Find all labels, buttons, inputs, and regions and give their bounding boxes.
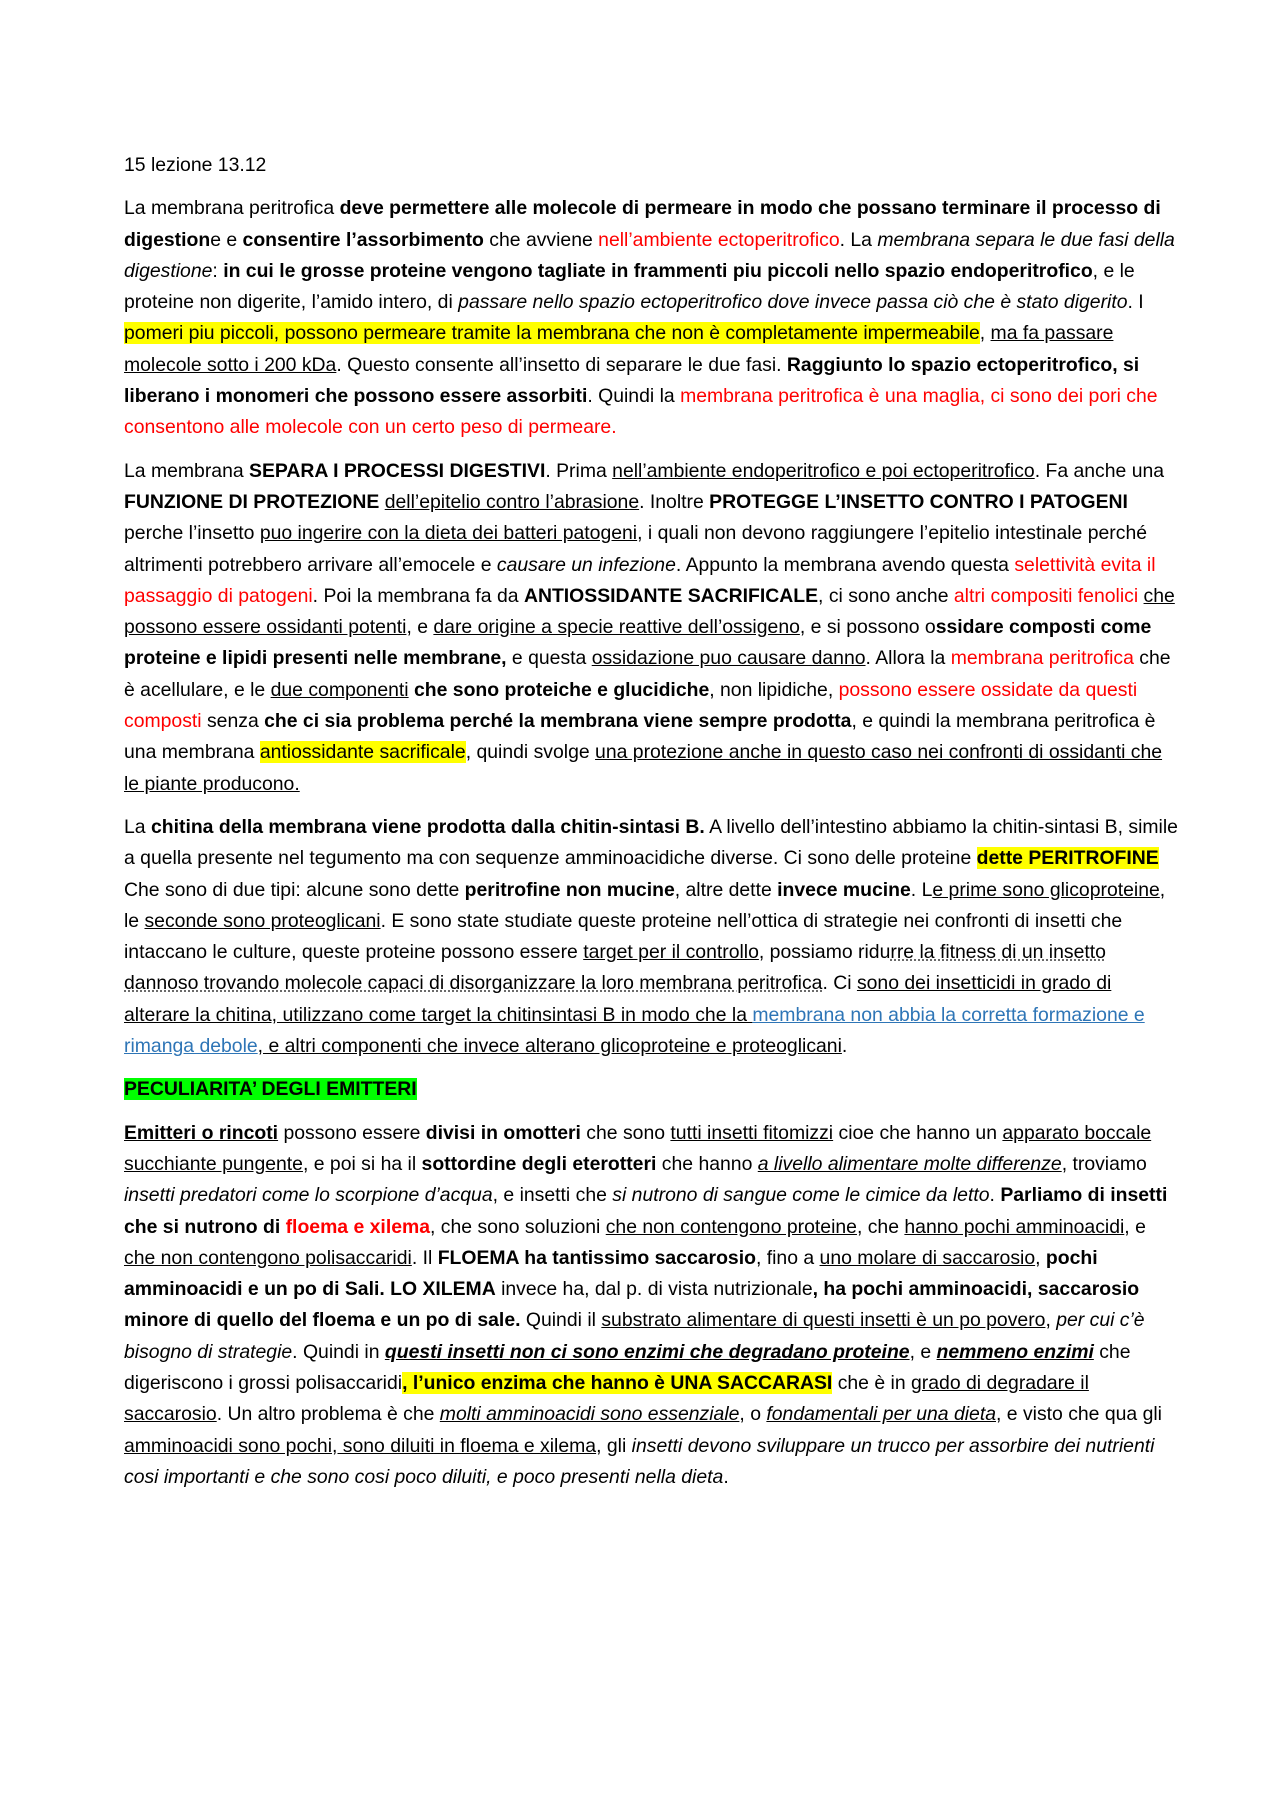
text-run: . — [989, 1184, 1001, 1207]
text-run: chitina della membrana viene prodotta dalla chitin-sintasi B. — [150, 815, 705, 838]
text-run: . Quindi in — [292, 1340, 385, 1363]
text-run: , e le proteine non digerite, l’amido intero, di — [124, 259, 1135, 314]
text-run: , che — [856, 1215, 905, 1238]
text-run: pomeri piu piccoli, possono permeare tramite la membrana che non è completamente impermeabile — [124, 322, 980, 345]
text-run: FUNZIONE DI PROTEZIONE — [124, 490, 380, 513]
text-run: dette PERITROFINE — [976, 847, 1159, 870]
lecture-title: 15 lezione 13.12 — [124, 154, 267, 176]
text-run: nemmeno enzimi — [936, 1340, 1094, 1363]
text-run: peritrofine non mucine — [464, 878, 675, 901]
text-run: e e — [210, 228, 243, 251]
paragraph-emitteri — [124, 1118, 1180, 1494]
section-heading-emitteri-text: PECULIARITA’ DEGLI EMITTERI — [124, 1078, 417, 1101]
text-run: dell’epitelio contro l’abrasione — [384, 490, 640, 513]
text-run: ANTIOSSIDANTE SACRIFICALE — [523, 584, 819, 607]
text-run: , e quindi la membrana peritrofica è una membrana — [124, 710, 1156, 764]
text-run: invece mucine — [777, 878, 911, 901]
text-run: , altre dette — [674, 878, 778, 901]
text-run: cioe che hanno un — [833, 1121, 1003, 1144]
text-run: insetti predatori come lo scorpione d’acqua — [124, 1184, 493, 1207]
text-run: che sono — [580, 1121, 671, 1144]
text-run: rre la fitness di un insetto dannoso trovando molecole capaci di disorganizzare la loro membrana peritrofica — [124, 941, 1106, 995]
text-run: Emitteri o rincoti — [124, 1121, 279, 1144]
text-run: , o — [739, 1403, 767, 1426]
text-run: sono dei insetticidi in grado di alterare la chitina, utilizzano come target la chitinsintasi B in modo che la — [124, 972, 1112, 1026]
text-run: , e — [1124, 1215, 1146, 1238]
text-run: nell’ambiente endoperitrofico e poi ectoperitrofico — [612, 459, 1035, 482]
text-run: floema e xilema — [285, 1215, 431, 1238]
text-run: . Un altro problema è che — [216, 1403, 440, 1426]
text-run: nell’ambiente ectoperitrofico — [598, 228, 840, 251]
text-run: , le — [124, 878, 1166, 932]
text-run: , fino a — [755, 1246, 820, 1269]
text-run: Raggiunto lo spazio ectoperitrofico, si liberano i monomeri che possono essere assorbiti — [124, 353, 1140, 408]
text-run: . E sono state studiate queste proteine nell’ottica di strategie nei confronti di insetti che intaccano le culture, queste proteine possono essere — [124, 909, 1123, 964]
text-run: , e — [909, 1340, 937, 1363]
text-run: . I — [1127, 291, 1144, 314]
text-run: . Appunto la membrana avendo questa — [675, 553, 1015, 576]
text-run: . Poi la membrana fa da — [312, 584, 524, 607]
text-run: altri compositi fenolici — [953, 584, 1139, 607]
text-run: , e altri componenti che invece alterano glicoproteine e proteoglicani — [257, 1035, 842, 1058]
text-run: , e visto che qua gli — [996, 1403, 1162, 1426]
text-run: , — [979, 322, 991, 345]
paragraph-membrana-peritrofica — [124, 193, 1180, 443]
text-run: che è acellulare, e le — [124, 647, 1171, 701]
text-run: PROTEGGE L’INSETTO CONTRO I PATOGENI — [709, 490, 1128, 513]
text-run: uno molare di saccarosio — [819, 1246, 1036, 1269]
text-run: possono essere ossidate da questi composti — [124, 678, 1138, 733]
text-run: in cui le grosse proteine vengono tagliate in frammenti piu piccoli nello spazio endoperitrofico — [223, 259, 1093, 282]
text-run: sottordine degli eterotteri — [421, 1152, 657, 1175]
text-run: che è in — [832, 1371, 912, 1394]
text-run: che non contengono polisaccaridi — [124, 1246, 412, 1269]
text-run: che hanno — [656, 1152, 758, 1175]
text-run: A livello dell’intestino abbiamo la chitin-sintasi B, simile a quella presente nel tegumento ma con sequenze amminoacidiche diverse. Ci sono delle proteine — [124, 815, 1178, 870]
text-run: perche l’insetto — [124, 522, 260, 545]
section-heading-emitteri — [124, 1074, 1180, 1105]
text-run: si nutrono di sangue come le cimice da letto — [612, 1184, 990, 1207]
document-page — [124, 150, 1180, 1505]
text-run: per cui c’è bisogno di strategie — [124, 1309, 1145, 1363]
text-run: , non lipidiche, — [709, 678, 839, 701]
text-run: insetti devono sviluppare un trucco per assorbire dei nutrienti cosi importanti e che sono cosi poco diluiti, e poco presenti nella dieta — [124, 1434, 1155, 1488]
text-run: questi insetti non ci sono enzimi che degradano proteine — [384, 1340, 910, 1363]
text-run: che non contengono proteine — [605, 1215, 857, 1238]
text-run: . Prima — [545, 459, 613, 482]
text-run: invece ha, dal p. di vista nutrizionale — [495, 1278, 813, 1301]
text-run: substrato alimentare di questi insetti è un po povero — [601, 1309, 1046, 1332]
text-run: . L — [910, 878, 933, 901]
text-run: antiossidante sacrificale — [259, 741, 466, 764]
text-run: a livello alimentare molte differenze — [757, 1152, 1062, 1175]
text-run: SEPARA I PROCESSI DIGESTIVI — [249, 459, 546, 482]
text-run: , possiamo ridu — [758, 941, 891, 964]
text-run: e questa — [506, 647, 592, 670]
text-run: . Il — [411, 1246, 438, 1269]
text-run: . Allora la — [865, 647, 951, 670]
text-run: . La — [839, 228, 878, 251]
text-run: apparato boccale succhiante pungente — [124, 1121, 1152, 1175]
text-run: FLOEMA ha tantissimo saccarosio — [437, 1246, 756, 1269]
paragraph-processi-digestivi — [124, 456, 1180, 800]
text-run: membrana peritrofica — [950, 647, 1134, 670]
text-run: fondamentali per una dieta — [766, 1403, 996, 1426]
text-run: una protezione anche in questo caso nei confronti di ossidanti che le piante producono. — [124, 741, 1163, 795]
text-run: , quindi svolge — [465, 741, 596, 764]
text-run: , ci sono anche — [818, 584, 954, 607]
text-run: ssidare composti come proteine e lipidi presenti nelle membrane, — [124, 616, 1152, 670]
text-run: , — [1045, 1309, 1057, 1332]
text-run: . — [723, 1465, 729, 1488]
text-run: due componenti — [270, 678, 409, 701]
text-run: possono essere — [278, 1121, 426, 1144]
text-run: e prime sono glicoproteine — [932, 878, 1160, 901]
text-run: molti amminoacidi sono essenziale — [439, 1403, 740, 1426]
text-run: , e si possono o — [799, 616, 936, 639]
text-run: selettività evita il passaggio di patogeni — [124, 553, 1156, 607]
text-run: membrana separa le due fasi della digestione — [124, 228, 1175, 282]
text-run: Che sono di due tipi: alcune sono dette — [124, 878, 465, 901]
text-run: target per il controllo — [583, 941, 759, 964]
text-run: , e poi si ha il — [302, 1152, 422, 1175]
text-run: hanno pochi amminoacidi — [904, 1215, 1125, 1238]
text-run: ma fa passare molecole sotto i 200 kDa — [124, 322, 1114, 376]
text-run: , l’unico enzima che hanno è UNA SACCARASI — [402, 1371, 833, 1394]
text-run: La membrana peritrofica — [124, 197, 340, 220]
text-run: . Inoltre — [639, 490, 710, 513]
text-run: seconde sono proteoglicani — [144, 909, 381, 932]
text-run: . Questo consente all’insetto di separare le due fasi. — [336, 353, 787, 376]
text-run: membrana peritrofica è una maglia, ci sono dei pori che consentono alle molecole con un certo peso di permeare. — [124, 385, 1158, 439]
paragraph-chitina — [124, 812, 1180, 1062]
text-run: , gli — [596, 1434, 632, 1457]
text-run: amminoacidi sono pochi, sono diluiti in floema e xilema — [124, 1434, 597, 1457]
text-run: . Quindi la — [587, 385, 681, 408]
text-run: consentire l’assorbimento — [242, 228, 484, 251]
text-run: ossidazione puo causare danno — [591, 647, 866, 670]
text-run: : — [212, 259, 224, 282]
text-run: . — [841, 1035, 848, 1058]
text-run: che digeriscono i grossi polisaccaridi — [124, 1340, 1131, 1394]
text-run: . Fa anche una — [1034, 459, 1165, 482]
text-run: che ci sia problema perché la membrana viene sempre prodotta — [264, 710, 852, 733]
text-run: dare origine a specie reattive dell’ossigeno — [433, 616, 800, 639]
text-run: causare un infezione — [496, 553, 676, 576]
text-run: deve permettere alle molecole di permeare in modo che possano terminare il processo di digestion — [124, 197, 1161, 251]
text-run: , ha pochi amminoacidi, saccarosio minore di quello del floema e un po di sale. — [124, 1278, 1140, 1332]
text-run: La — [124, 815, 151, 838]
text-run: , e insetti che — [492, 1184, 613, 1207]
text-run: Parliamo di insetti che si nutrono di — [124, 1184, 1168, 1238]
text-run: . Ci — [822, 972, 857, 995]
text-run: tutti insetti fitomizzi — [670, 1121, 834, 1144]
text-run: , che sono soluzioni — [430, 1215, 606, 1238]
text-run: membrana non abbia la corretta formazione e rimanga debole — [124, 1003, 1145, 1058]
text-run: divisi in omotteri — [425, 1121, 581, 1144]
text-run: Quindi il — [520, 1309, 602, 1332]
text-run: , troviamo — [1061, 1152, 1147, 1175]
text-run: che avviene — [483, 228, 599, 251]
text-run: senza — [201, 710, 265, 733]
text-run: , e — [406, 616, 434, 639]
text-run: , — [1035, 1246, 1046, 1269]
text-run: pochi amminoacidi e un po di Sali. LO XILEMA — [124, 1246, 1098, 1301]
text-run: La membrana — [124, 459, 250, 482]
text-run: puo ingerire con la dieta dei batteri patogeni — [259, 522, 638, 545]
text-run: passare nello spazio ectoperitrofico dove invece passa ciò che è stato digerito — [458, 291, 1128, 314]
text-run: che sono proteiche e glucidiche — [414, 678, 710, 701]
text-run: che possono essere ossidanti potenti — [124, 584, 1175, 639]
text-run: grado di degradare il saccarosio — [124, 1371, 1089, 1426]
text-run: , i quali non devono raggiungere l’epitelio intestinale perché altrimenti potrebbero arrivare all’emocele e — [124, 522, 1148, 576]
